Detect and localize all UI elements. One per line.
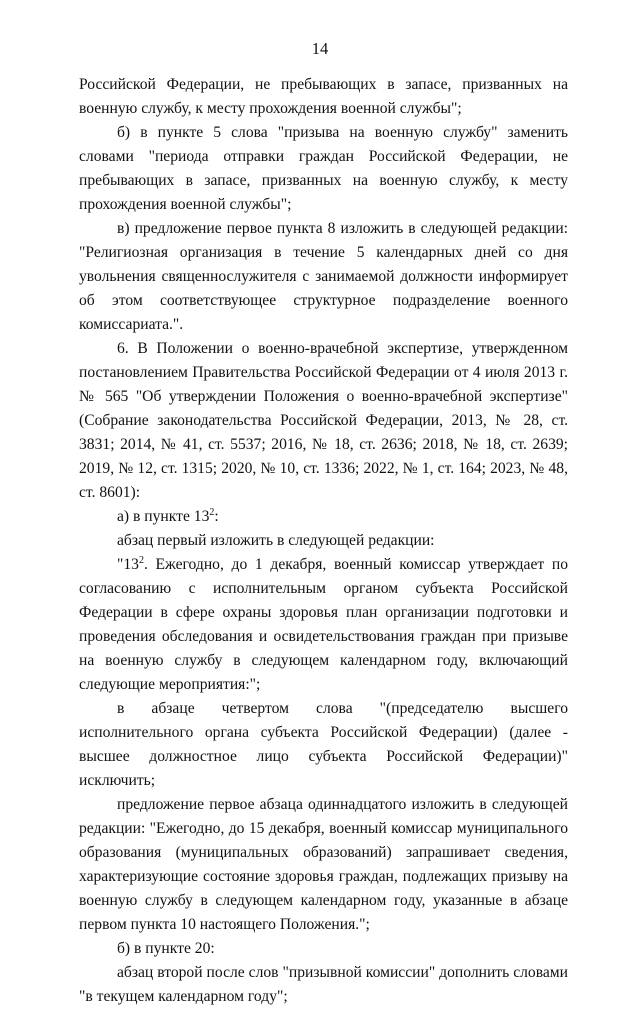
paragraph-text: а) в пункте 13 xyxy=(117,508,210,525)
paragraph-fourth-abzac: в абзаце четвертом слова "(председателю высшего исполнительного органа субъекта Российской Федерации) (далее - высшее должностное лицо субъекта Российской Федерации)" исключить; xyxy=(79,700,568,789)
superscript: 2 xyxy=(138,555,144,566)
paragraph-first-abzac: абзац первый изложить в следующей редакции: xyxy=(117,532,435,549)
paragraph-item-v: в) предложение первое пункта 8 изложить в следующей редакции: "Религиозная организация в течение 5 календарных дней со дня увольнения священнослужителя с занимаемой должности информирует об этом соответствующее структурное подразделение военного комиссариата.". xyxy=(79,220,568,333)
paragraph-item-a xyxy=(79,505,568,529)
superscript: 2 xyxy=(209,507,215,518)
paragraph-eleventh-abzac: предложение первое абзаца одиннадцатого изложить в следующей редакции: "Ежегодно, до 15 декабря, военный комиссар муниципального образования (муниципальных образований) запрашивает сведения, характеризующие состояние здоровья граждан, подлежащих призыву на военную службу в следующем календарном году, указанные в абзаце первом пункта 10 настоящего Положения."; xyxy=(79,796,568,933)
paragraph-text-after: : xyxy=(214,508,219,525)
paragraph-section-6: 6. В Положении о военно-врачебной экспертизе, утвержденном постановлением Правительства Российской Федерации от 4 июля 2013 г. № 565 "Об утверждении Положения о военно-врачебной экспертизе" (Собрание законодательства Российской Федерации, 2013, № 28, ст. 3831; 2014, № 41, ст. 5537; 2016, № 18, ст. 2636; 2018, № 18, ст. 2639; 2019, № 12, ст. 1315; 2020, № 10, ст. 1336; 2022, № 1, ст. 164; 2023, № 48, ст. 8601): xyxy=(79,340,568,501)
paragraph-continuation: Российской Федерации, не пребывающих в запасе, призванных на военную службу, к месту прохождения военной службы"; xyxy=(79,76,568,117)
paragraph-text: "13 xyxy=(117,556,139,573)
paragraph-item-b: б) в пункте 5 слова "призыва на военную службу" заменить словами "периода отправки граждан Российской Федерации, не пребывающих в запасе, призванных на военную службу, к месту прохождения военной службы"; xyxy=(79,124,568,213)
paragraph-item-b-20: б) в пункте 20: xyxy=(117,940,215,957)
document-body xyxy=(79,73,568,1009)
paragraph-point-13-2 xyxy=(79,553,568,697)
paragraph-second-abzac: абзац второй после слов "призывной комиссии" дополнить словами "в текущем календарном году"; xyxy=(79,964,568,1005)
paragraph-text-after: . Ежегодно, до 1 декабря, военный комиссар утверждает по согласованию с исполнительным органом субъекта Российской Федерации в сфере охраны здоровья план организации подготовки и проведения обследования и освидетельствования граждан при призыве на военную службу в следующем календарном году, включающий следующие мероприятия:"; xyxy=(79,556,568,693)
page-number: 14 xyxy=(311,39,329,58)
